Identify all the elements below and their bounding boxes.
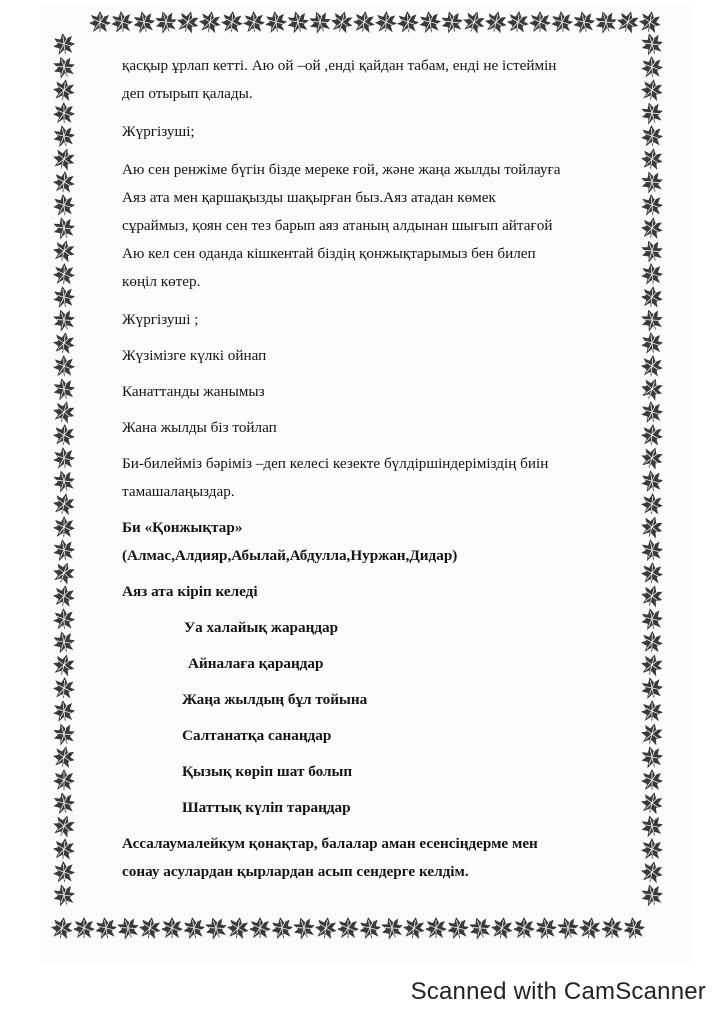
border-leaf — [638, 168, 666, 196]
text-line: көңіл көтер. — [122, 273, 201, 290]
border-leaf — [638, 237, 666, 265]
border-leaf — [306, 8, 334, 36]
border-leaf — [378, 914, 406, 942]
text-line: қасқыр ұрлап кетті. Аю ой –ой ,енді қайдан табам, енді не істеймін — [122, 57, 557, 74]
border-leaf — [51, 491, 77, 517]
border-leaf — [445, 915, 470, 940]
border-leaf — [640, 354, 664, 378]
border-leaf — [50, 214, 77, 241]
text-line: Аю кел сен оданда кішкентай біздің қонжықтарымыз бен билеп — [122, 245, 536, 262]
text-line: сұраймыз, қоян сен тез барып аяз атаның алдынан шығып айтағой — [122, 217, 553, 234]
border-leaf — [639, 721, 666, 748]
text-line: деп отырып қалады. — [122, 85, 253, 102]
border-leaf — [225, 915, 250, 940]
border-leaf — [357, 915, 382, 940]
border-leaf — [639, 606, 665, 632]
border-leaf — [137, 915, 162, 940]
text-line: тамашалаңыздар. — [122, 483, 235, 500]
border-leaf — [641, 769, 663, 791]
border-leaf — [417, 9, 442, 34]
border-leaf — [638, 99, 665, 126]
border-leaf — [264, 10, 289, 35]
border-leaf — [50, 145, 77, 172]
border-leaf — [639, 790, 665, 816]
border-leaf — [52, 170, 76, 194]
border-leaf — [425, 917, 447, 939]
border-leaf — [52, 607, 75, 630]
border-leaf — [638, 513, 665, 540]
border-leaf — [52, 584, 77, 609]
border-leaf — [460, 8, 488, 36]
border-leaf — [641, 700, 663, 722]
camscanner-watermark: Scanned with CamScanner — [410, 978, 706, 1005]
border-leaf — [489, 915, 514, 940]
border-leaf — [337, 917, 359, 939]
border-leaf — [110, 10, 134, 34]
border-leaf — [637, 9, 662, 34]
border-leaf — [640, 216, 665, 241]
border-leaf — [50, 812, 78, 840]
border-leaf — [401, 915, 426, 940]
border-leaf — [52, 423, 76, 447]
border-leaf — [592, 8, 620, 36]
border-leaf — [614, 8, 641, 35]
border-leaf — [53, 102, 75, 124]
border-leaf — [52, 193, 76, 217]
border-leaf — [639, 744, 665, 770]
text-line: Жүзімізге күлкі ойнап — [122, 347, 267, 364]
border-leaf — [51, 537, 76, 562]
text-line: Би-билейміз бәріміз –деп келесі кезекте бүлдіршіндеріміздің биін — [122, 455, 549, 472]
border-leaf — [52, 837, 77, 862]
document-body — [122, 52, 642, 886]
border-leaf — [352, 10, 377, 35]
border-leaf — [52, 676, 75, 699]
border-leaf — [621, 915, 646, 940]
border-leaf — [641, 838, 663, 860]
border-leaf — [640, 400, 665, 425]
border-leaf — [53, 263, 76, 286]
text-line: Жүргізуші; — [122, 123, 195, 140]
text-line: Уа халайық жараңдар — [184, 619, 339, 636]
text-line: Ассалаумалейкум қонақтар, балалар аман есенсіңдерме мен — [122, 835, 538, 852]
border-leaf — [131, 9, 157, 35]
border-leaf — [638, 30, 665, 57]
border-leaf — [93, 915, 118, 940]
border-leaf — [174, 8, 201, 35]
border-leaf — [202, 914, 230, 942]
border-leaf — [640, 285, 665, 310]
border-leaf — [466, 914, 494, 942]
border-leaf — [640, 561, 663, 584]
border-leaf — [51, 77, 76, 102]
text-line: Канаттанды жанымыз — [122, 383, 265, 400]
border-leaf — [52, 860, 75, 883]
border-leaf — [513, 917, 535, 939]
border-leaf — [51, 330, 76, 355]
border-leaf — [52, 699, 77, 724]
border-leaf — [640, 193, 664, 217]
border-leaf — [51, 284, 76, 309]
border-leaf — [638, 306, 666, 334]
border-leaf — [161, 917, 183, 939]
text-line: Аю сен ренжіме бүгін бізде мереке ғой, және жаңа жылды тойлауға — [122, 161, 561, 178]
border-leaf — [639, 146, 664, 171]
text-line: Аяз ата мен қаршақызды шақырған быз.Аяз атадан көмек — [122, 189, 496, 206]
border-leaf — [51, 744, 77, 770]
border-leaf — [329, 9, 356, 36]
border-leaf — [53, 355, 76, 378]
border-leaf — [533, 915, 558, 940]
text-line: Аяз ата кіріп келеді — [122, 583, 258, 600]
border-leaf — [290, 914, 318, 942]
border-leaf — [639, 652, 666, 679]
border-leaf — [243, 11, 266, 34]
border-leaf — [50, 467, 77, 494]
text-line: Би «Қонжықтар» — [122, 519, 243, 536]
border-leaf — [51, 376, 77, 402]
border-leaf — [638, 582, 665, 609]
border-leaf — [640, 55, 663, 78]
border-leaf — [396, 10, 419, 33]
border-leaf — [73, 917, 95, 939]
border-leaf — [220, 10, 243, 33]
text-line: Шаттық күліп тараңдар — [182, 799, 351, 816]
border-leaf — [483, 9, 509, 35]
border-leaf — [639, 882, 666, 909]
border-leaf — [152, 8, 180, 36]
border-leaf — [638, 444, 666, 472]
border-leaf — [640, 423, 664, 447]
border-leaf — [52, 32, 77, 57]
border-leaf — [51, 238, 77, 264]
border-leaf — [639, 77, 664, 102]
border-leaf — [51, 652, 78, 679]
border-leaf — [53, 516, 75, 538]
text-line: Жаңа жылдың бұл тойына — [182, 691, 368, 708]
border-leaf — [52, 446, 76, 470]
border-leaf — [639, 813, 666, 840]
border-leaf — [554, 914, 582, 942]
border-leaf — [640, 331, 665, 356]
border-leaf — [53, 769, 75, 791]
text-line: Айналаға қараңдар — [188, 655, 324, 672]
border-leaf — [49, 915, 74, 940]
border-leaf — [639, 859, 665, 885]
border-leaf — [639, 537, 664, 562]
border-leaf — [50, 53, 78, 81]
border-leaf — [51, 629, 78, 656]
border-leaf — [375, 11, 398, 34]
border-leaf — [313, 915, 338, 940]
border-leaf — [601, 917, 623, 939]
border-leaf — [577, 915, 602, 940]
border-leaf — [181, 915, 206, 940]
border-leaf — [89, 11, 111, 33]
border-leaf — [640, 124, 663, 147]
border-leaf — [51, 790, 77, 816]
text-line: Қызық көріп шат болып — [182, 763, 353, 780]
text-line: Жүргізуші ; — [122, 311, 199, 328]
border-leaf — [51, 882, 78, 909]
border-leaf — [50, 398, 77, 425]
text-line: Жана жылды біз тойлап — [122, 419, 277, 436]
border-leaf — [639, 675, 665, 701]
border-leaf — [639, 468, 664, 493]
border-leaf — [249, 917, 271, 939]
border-leaf — [641, 631, 664, 654]
text-line: сонау асулардан қырлардан асып сендерге келдім. — [122, 863, 469, 880]
border-leaf — [50, 306, 78, 334]
border-leaf — [638, 375, 666, 403]
border-leaf — [571, 9, 597, 35]
border-leaf — [269, 915, 294, 940]
border-leaf — [285, 9, 312, 36]
text-line: (Алмас,Алдияр,Абылай,Абдулла,Нуржан,Дидар) — [122, 547, 458, 564]
border-leaf — [529, 11, 551, 33]
text-line: Салтанатқа санаңдар — [182, 727, 332, 744]
border-leaf — [114, 914, 142, 942]
border-leaf — [50, 720, 78, 748]
border-leaf — [50, 559, 78, 587]
border-leaf — [640, 492, 663, 515]
border-leaf — [640, 262, 664, 286]
border-leaf — [197, 9, 222, 34]
border-leaf — [438, 8, 465, 35]
border-leaf — [506, 10, 530, 34]
border-leaf — [550, 10, 574, 34]
border-leaf — [51, 123, 77, 149]
